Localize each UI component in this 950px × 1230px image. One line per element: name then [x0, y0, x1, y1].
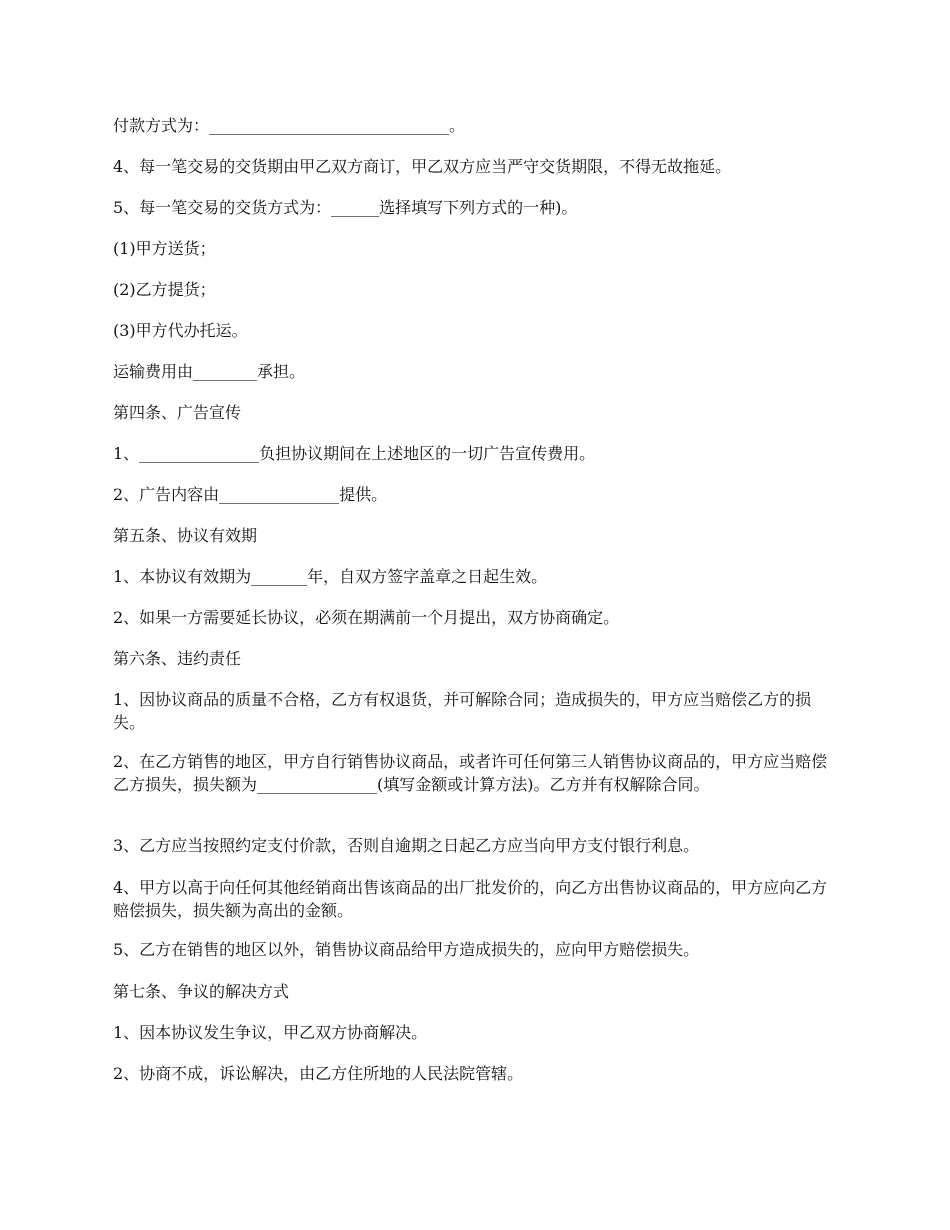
clause-late-payment: 3、乙方应当按照约定支付价款，否则自逾期之日起乙方应当向甲方支付银行利息。 — [113, 836, 700, 855]
clause-delivery-period: 4、每一笔交易的交货期由甲乙双方商订，甲乙双方应当严守交货期限，不得无故拖延。 — [113, 157, 732, 176]
transport-cost-line: 运输费用由________承担。 — [113, 362, 306, 381]
clause-advertising-content: 2、广告内容由_______________提供。 — [113, 485, 388, 504]
clause-price-difference: 4、甲方以高于向任何其他经销商出售该商品的出厂批发价的，向乙方出售协议商品的，甲方应向乙方赔偿损失，损失额为高出的金额。 — [113, 878, 828, 920]
clause-litigation: 2、协商不成，诉讼解决，由乙方住所地的人民法院管辖。 — [113, 1064, 524, 1083]
clause-delivery-method: 5、每一笔交易的交货方式为：______选择填写下列方式的一种)。 — [113, 198, 578, 217]
section-heading-article-7: 第七条、争议的解决方式 — [113, 982, 290, 1001]
delivery-option-2: (2)乙方提货； — [113, 280, 216, 299]
clause-quality-defect: 1、因协议商品的质量不合格，乙方有权退货，并可解除合同；造成损失的，甲方应当赔偿乙方的损失。 — [113, 690, 812, 732]
section-heading-article-6: 第六条、违约责任 — [113, 649, 242, 668]
clause-negotiation: 1、因本协议发生争议，甲乙双方协商解决。 — [113, 1023, 428, 1042]
payment-method-line: 付款方式为：______________________________。 — [113, 116, 466, 135]
section-heading-article-5: 第五条、协议有效期 — [113, 526, 258, 545]
delivery-option-3: (3)甲方代办托运。 — [113, 321, 248, 340]
clause-validity-period: 1、本协议有效期为_______年，自双方签字盖章之日起生效。 — [113, 567, 548, 586]
clause-outside-territory: 5、乙方在销售的地区以外，销售协议商品给甲方造成损失的，应向甲方赔偿损失。 — [113, 940, 700, 959]
clause-territory-sales: 2、在乙方销售的地区，甲方自行销售协议商品，或者许可任何第三人销售协议商品的，甲方应当赔偿乙方损失，损失额为_______________(填写金额或计算方法)。乙方并有权解除合同。 — [113, 752, 828, 794]
clause-advertising-cost: 1、_______________负担协议期间在上述地区的一切广告宣传费用。 — [113, 444, 596, 463]
clause-extension: 2、如果一方需要延长协议，必须在期满前一个月提出，双方协商确定。 — [113, 608, 620, 627]
delivery-option-1: (1)甲方送货； — [113, 239, 216, 258]
section-heading-article-4: 第四条、广告宣传 — [113, 403, 242, 422]
